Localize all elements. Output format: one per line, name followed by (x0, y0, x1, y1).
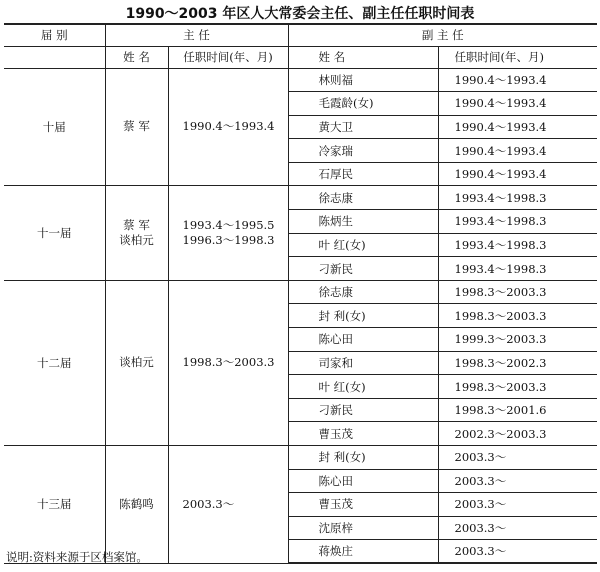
director-term: 2003.3～ (182, 496, 235, 511)
director-name: 谈柏元 (119, 355, 154, 370)
vice-name: 陈心田 (288, 328, 438, 352)
vice-term: 1993.4～1998.3 (438, 186, 597, 210)
vice-name: 叶 红(女) (288, 233, 438, 257)
vice-term: 1990.4～1993.4 (438, 68, 597, 92)
vice-name: 刁新民 (288, 398, 438, 422)
vice-name: 徐志康 (288, 280, 438, 304)
vice-term: 1998.3～2003.3 (438, 375, 597, 399)
vice-term: 2003.3～ (438, 493, 597, 517)
vice-term: 1999.3～2003.3 (438, 328, 597, 352)
directors-table (4, 23, 597, 564)
director-term-cell (168, 186, 288, 280)
header-director: 主 任 (105, 24, 288, 46)
vice-term: 2003.3～ (438, 446, 597, 470)
director-name: 谈柏元 (119, 233, 154, 248)
session-label: 十三届 (4, 446, 105, 564)
vice-term: 2003.3～ (438, 540, 597, 564)
director-term-cell (168, 446, 288, 564)
vice-name: 沈原梓 (288, 516, 438, 540)
vice-term: 1998.3～2002.3 (438, 351, 597, 375)
vice-term: 1998.3～2003.3 (438, 280, 597, 304)
vice-term: 1990.4～1993.4 (438, 139, 597, 163)
vice-term: 2002.3～2003.3 (438, 422, 597, 446)
vice-name: 曹玉茂 (288, 422, 438, 446)
header-director-name: 姓 名 (105, 46, 168, 68)
session-label: 十届 (4, 68, 105, 186)
header-vice-director: 副 主 任 (288, 24, 597, 46)
director-term: 1996.3～1998.3 (182, 233, 275, 248)
director-term: 1990.4～1993.4 (182, 119, 275, 134)
vice-name: 司家和 (288, 351, 438, 375)
director-term: 1993.4～1995.5 (182, 218, 275, 233)
vice-name: 冷家瑞 (288, 139, 438, 163)
vice-term: 1990.4～1993.4 (438, 115, 597, 139)
director-name-cell (105, 68, 168, 186)
director-term: 1998.3～2003.3 (182, 355, 275, 370)
vice-name: 徐志康 (288, 186, 438, 210)
table-row (4, 186, 597, 210)
vice-name: 曹玉茂 (288, 493, 438, 517)
header-vice-term: 任职时间(年、月) (438, 46, 597, 68)
vice-term: 1998.3～2003.3 (438, 304, 597, 328)
director-name-cell (105, 280, 168, 445)
vice-name: 叶 红(女) (288, 375, 438, 399)
director-term-cell (168, 68, 288, 186)
table-row (4, 280, 597, 304)
vice-name: 蒋焕庄 (288, 540, 438, 564)
footnote: 说明:资料来源于区档案馆。 (6, 550, 148, 564)
vice-term: 1993.4～1998.3 (438, 233, 597, 257)
header-director-term: 任职时间(年、月) (168, 46, 288, 68)
director-name: 陈鹤鸣 (119, 496, 154, 511)
vice-term: 1993.4～1998.3 (438, 257, 597, 281)
director-name: 蔡 军 (123, 218, 150, 233)
vice-name: 陈心田 (288, 469, 438, 493)
vice-term: 1993.4～1998.3 (438, 210, 597, 234)
table-row (4, 446, 597, 470)
vice-term: 1990.4～1993.4 (438, 162, 597, 186)
vice-name: 刁新民 (288, 257, 438, 281)
vice-name: 石厚民 (288, 162, 438, 186)
table-title: 1990～2003 年区人大常委会主任、副主任任职时间表 (125, 6, 475, 22)
vice-name: 陈炳生 (288, 210, 438, 234)
director-name-cell (105, 186, 168, 280)
vice-name: 封 利(女) (288, 446, 438, 470)
header-session: 届 别 (4, 24, 105, 46)
director-name-cell (105, 446, 168, 564)
vice-term: 2003.3～ (438, 516, 597, 540)
session-label: 十二届 (4, 280, 105, 445)
vice-name: 毛霞龄(女) (288, 92, 438, 116)
director-name: 蔡 军 (123, 119, 150, 134)
vice-term: 1998.3～2001.6 (438, 398, 597, 422)
session-label: 十一届 (4, 186, 105, 280)
header-empty (4, 46, 105, 68)
vice-term: 1990.4～1993.4 (438, 92, 597, 116)
vice-term: 2003.3～ (438, 469, 597, 493)
vice-name: 黄大卫 (288, 115, 438, 139)
director-term-cell (168, 280, 288, 445)
table-row (4, 68, 597, 92)
vice-name: 林则福 (288, 68, 438, 92)
header-vice-name: 姓 名 (288, 46, 438, 68)
vice-name: 封 利(女) (288, 304, 438, 328)
